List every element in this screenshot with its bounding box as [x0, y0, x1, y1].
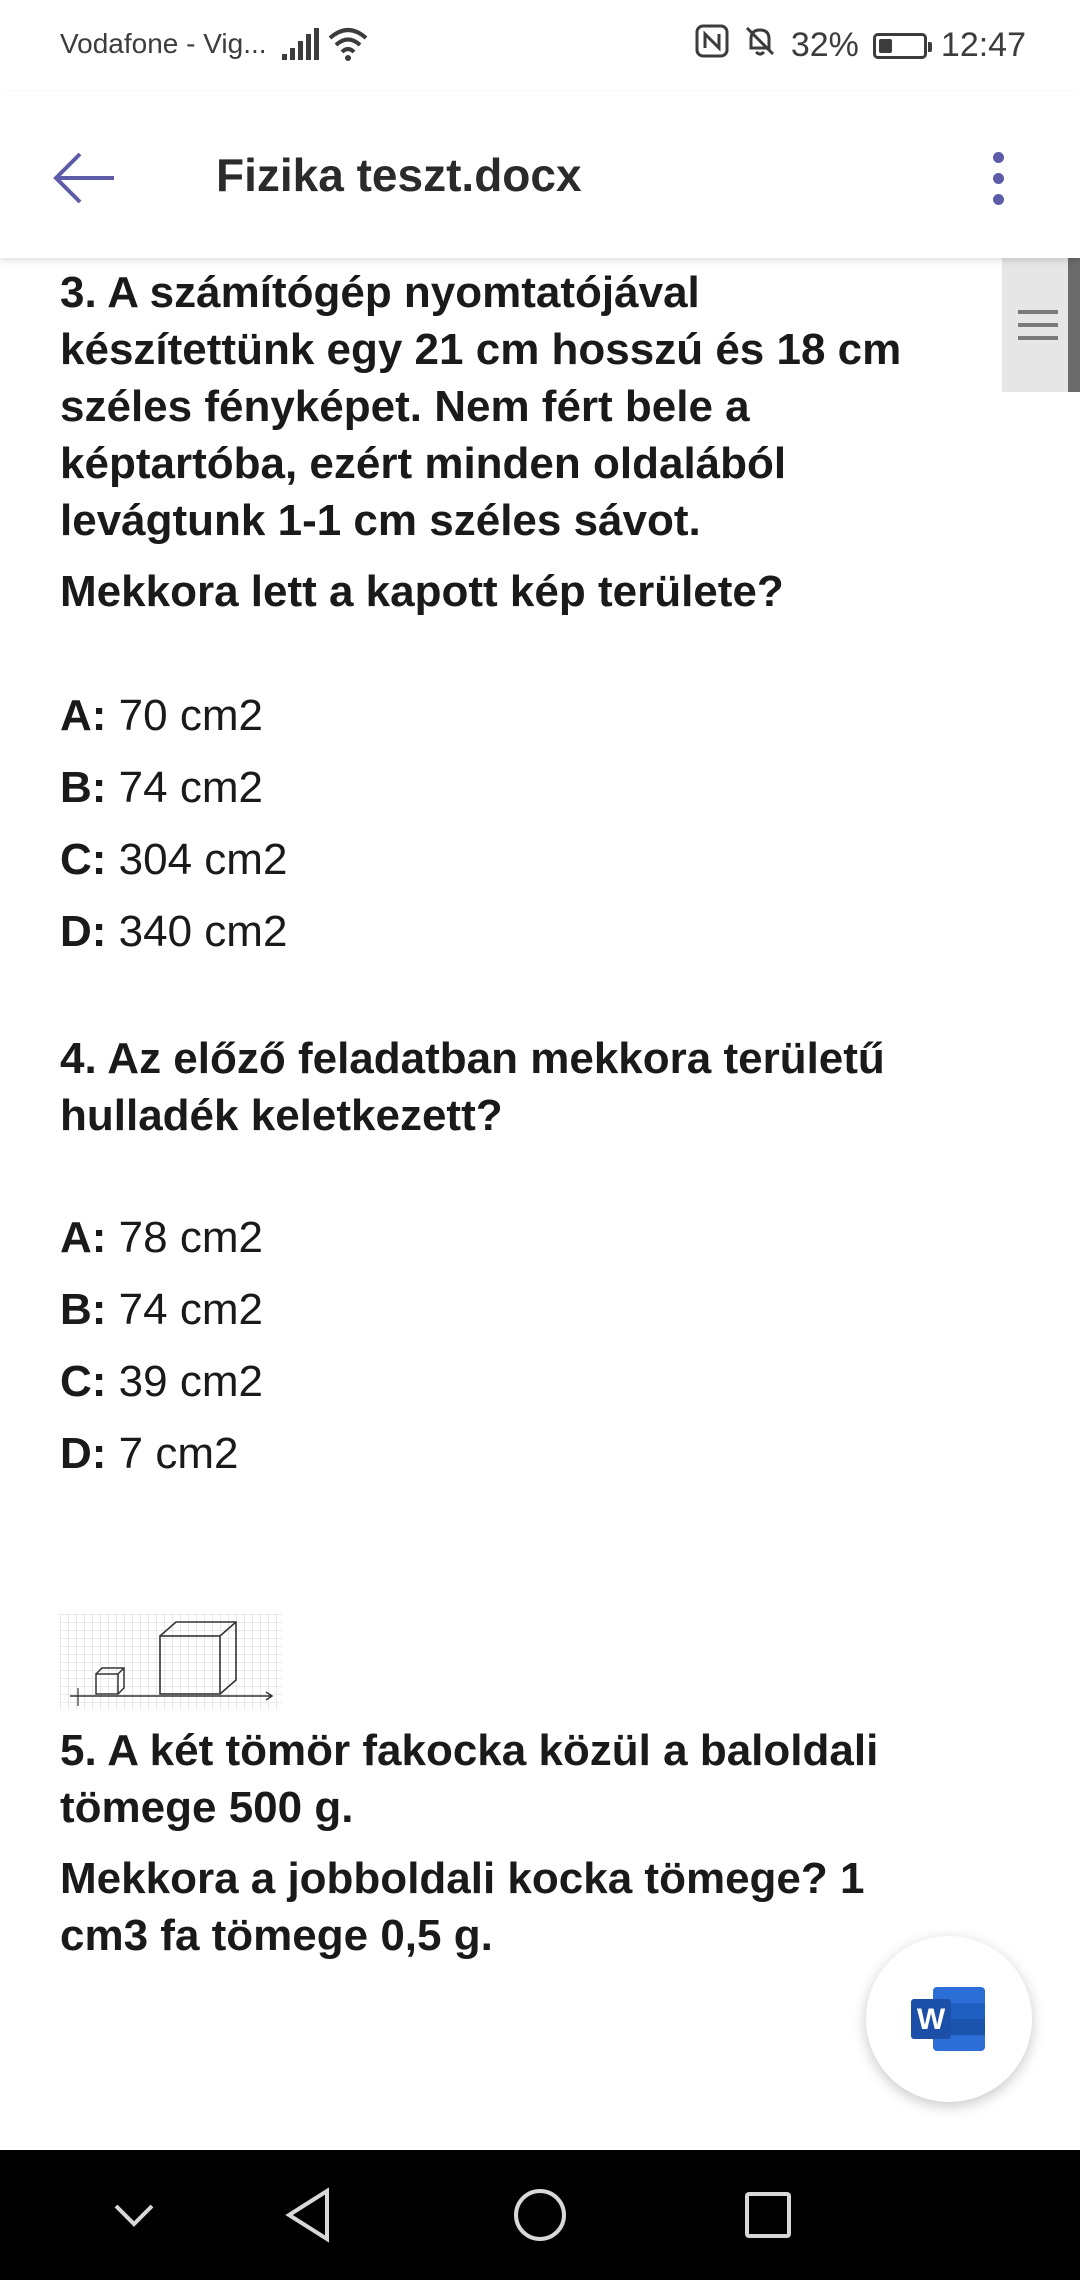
system-nav-bar	[0, 2150, 1080, 2280]
signal-icon	[280, 28, 320, 67]
word-app-icon	[911, 1985, 987, 2053]
nav-hide-button[interactable]	[94, 2180, 174, 2250]
cubes-figure	[60, 1614, 282, 1710]
nav-recents-button[interactable]	[728, 2180, 808, 2250]
drag-handle-icon	[1018, 310, 1058, 349]
option-b: B: 74 cm2	[60, 1285, 263, 1334]
app-bar	[0, 92, 1080, 258]
question-5-prompt: Mekkora a jobboldali kocka tömege? 1 cm3 fa tömege 0,5 g.	[60, 1854, 865, 1960]
question-3-prompt: Mekkora lett a kapott kép területe?	[60, 567, 784, 616]
back-triangle-icon	[283, 2187, 333, 2243]
status-bar	[0, 0, 1080, 92]
battery-percent: 32%	[790, 26, 859, 64]
option-d: D: 340 cm2	[60, 907, 288, 956]
option-c: C: 304 cm2	[60, 835, 288, 884]
question-3-text: 3. A számítógép nyomtatójával készítettünk egy 21 cm hosszú és 18 cm széles fényképet. Nem fért bele a képtartóba, ezért minden oldalából levágtunk 1-1 cm széles sávot.	[60, 268, 902, 545]
question-4-options	[60, 1202, 960, 1490]
arrow-left-icon	[50, 148, 120, 208]
option-d: D: 7 cm2	[60, 1429, 239, 1478]
question-3-options	[60, 680, 960, 968]
mute-icon	[743, 24, 777, 67]
option-c: C: 39 cm2	[60, 1357, 263, 1406]
document-body-lower	[60, 1722, 960, 1964]
battery-fill	[879, 39, 892, 53]
more-vertical-icon	[993, 152, 1004, 163]
option-a: A: 78 cm2	[60, 1213, 263, 1262]
chevron-down-icon	[112, 2200, 156, 2230]
question-4-text: 4. Az előző feladatban mekkora területű hulladék keletkezett?	[60, 1034, 885, 1140]
document-title: Fizika teszt.docx	[216, 149, 582, 201]
option-b: B: 74 cm2	[60, 763, 263, 812]
open-in-word-button[interactable]	[866, 1936, 1032, 2102]
battery-icon	[873, 33, 927, 59]
home-circle-icon	[512, 2187, 568, 2243]
back-button[interactable]	[40, 138, 130, 218]
nav-home-button[interactable]	[500, 2180, 580, 2250]
option-a: A: 70 cm2	[60, 691, 263, 740]
question-5-text: 5. A két tömör fakocka közül a baloldali tömege 500 g.	[60, 1726, 879, 1832]
nfc-icon	[695, 24, 729, 67]
wifi-icon	[328, 26, 368, 67]
document-body	[60, 258, 960, 1490]
svg-text:W: W	[916, 2003, 946, 2036]
carrier-name: Vodafone - Vig...	[60, 28, 267, 59]
recents-square-icon	[743, 2190, 793, 2240]
more-options-button[interactable]	[968, 138, 1028, 218]
scroll-thumb[interactable]	[1002, 258, 1080, 392]
nav-back-button[interactable]	[268, 2180, 348, 2250]
status-right-group	[695, 24, 1026, 67]
clock: 12:47	[940, 26, 1026, 64]
